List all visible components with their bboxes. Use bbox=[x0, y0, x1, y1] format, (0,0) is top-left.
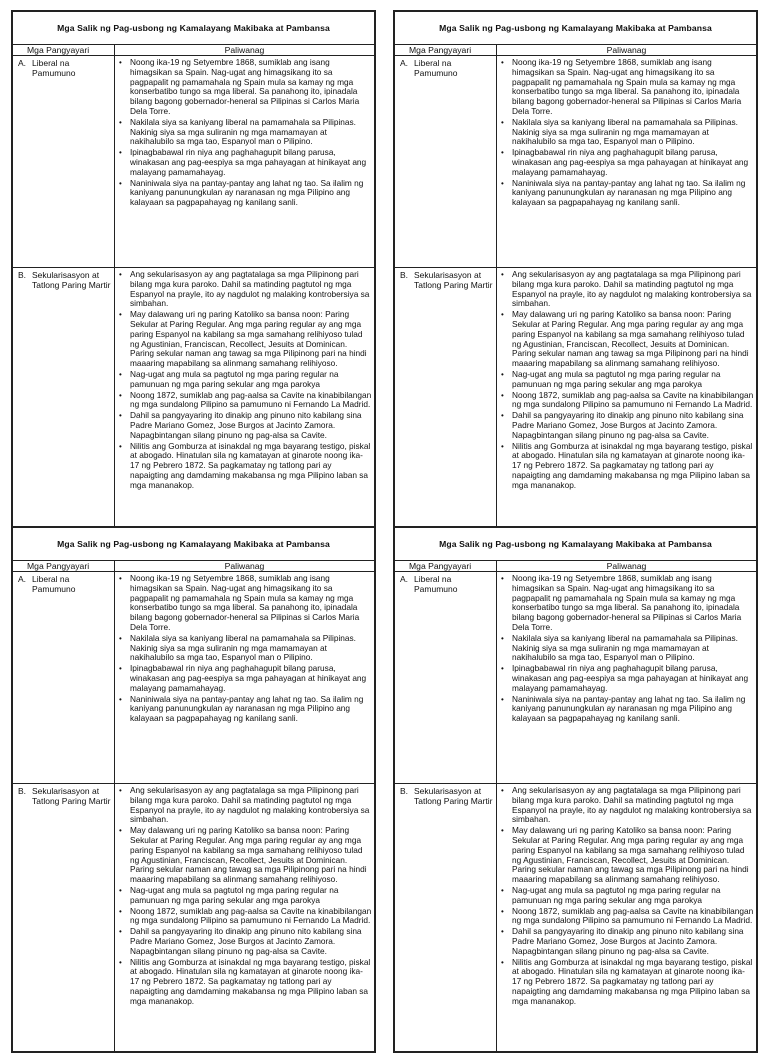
explanation-cell bbox=[497, 56, 757, 268]
bullet-icon: • bbox=[119, 270, 122, 279]
bullet-icon: • bbox=[119, 148, 122, 158]
explanation-bullet bbox=[500, 826, 754, 885]
event-cell bbox=[13, 56, 115, 268]
explanation-bullet bbox=[118, 958, 372, 1007]
bullet-text: May dalawang uri ng paring Katoliko sa bansa noon: Paring Sekular at Paring Regular. Ang mga paring regular ay ang mga paring Espanyol na kabilang sa mga samahang relihiyoso tulad ng Agustinian, Franciscan, Recollect, Jesuits at Dominican. Paring sekular naman ang tawag sa mga Pilipinong pari na hindi maaaring mapabilang sa alinmang samahang relihiyoso. bbox=[512, 825, 749, 885]
explanation-bullet bbox=[118, 411, 372, 440]
explanation-bullet bbox=[118, 574, 372, 633]
bullet-icon: • bbox=[501, 58, 504, 67]
bullet-text: Ipinagbabawal rin niya ang paghahagupit bilang parusa, winakasan ang pag-eespiya sa mga pahayagan at hinikayat ang malayang pamamahayag. bbox=[512, 663, 749, 693]
bullet-icon: • bbox=[501, 885, 504, 895]
document-title: Mga Salik ng Pag-usbong ng Kamalayang Makibaka at Pambansa bbox=[13, 528, 375, 561]
event-row bbox=[395, 56, 757, 268]
explanation-bullet bbox=[500, 574, 754, 633]
explanation-bullet bbox=[500, 907, 754, 927]
bullet-text: Naniniwala siya na pantay-pantay ang lahat ng tao. Sa ilalim ng kaniyang panunungkulan ay naranasan ng mga Pilipino ang kalayaan sa pagpapahayag ng kanilang sanli. bbox=[130, 693, 364, 724]
bullet-text: Noong ika-19 ng Setyembre 1868, sumiklab ang isang himagsikan sa Spain. Nag-ugat ang himagsikang ito sa pagpapalit ng pamamahala ng Spain mula sa kamay ng mga konserbatibo tungo sa mga liberal. Sa panahong ito, ipinadala bilang bagong gobernador-heneral sa Pilipinas si Carlos Maria Dela Torre. bbox=[512, 57, 742, 116]
bullet-text: May dalawang uri ng paring Katoliko sa bansa noon: Paring Sekular at Paring Regular. Ang mga paring regular ay ang mga paring Espanyol na kabilang sa mga samahang relihiyoso tulad ng Agustinian, Franciscan, Recollect, Jesuits at Dominican. Paring sekular naman ang tawag sa mga Pilipinong pari na hindi maaaring mapabilang sa alinmang samahang relihiyoso. bbox=[512, 309, 749, 369]
event-letter: A. bbox=[18, 574, 27, 584]
event-row bbox=[395, 784, 757, 1052]
explanation-list bbox=[118, 574, 372, 724]
bullet-text: Nilitis ang Gomburza at isinakdal ng mga bayarang testigo, piskal at abogado. Hinatulan sila ng kamatayan at ginarote noong ika-17 ng Pebrero 1872. Sa pagkamatay ng tatlong pari ay napaigting ang damdaming makabansa ng mga Pilipino laban sa mga mananakop. bbox=[512, 956, 753, 1006]
explanation-bullet bbox=[118, 310, 372, 369]
bullet-icon: • bbox=[119, 786, 122, 795]
bullet-icon: • bbox=[501, 178, 504, 188]
bullet-text: Noong 1872, sumiklab ang pag-aalsa sa Cavite na kinabibilangan ng mga sundalong Pilipino sa pamumuno ni Fernando La Madrid. bbox=[512, 905, 754, 926]
document-table bbox=[12, 527, 375, 1052]
event-letter: B. bbox=[18, 270, 27, 280]
explanation-bullet bbox=[500, 634, 754, 663]
event-letter: B. bbox=[18, 786, 27, 796]
explanation-bullet bbox=[118, 118, 372, 147]
bullet-icon: • bbox=[501, 369, 504, 379]
event-cell bbox=[13, 572, 115, 784]
explanation-cell bbox=[115, 56, 375, 268]
bullet-text: Nakilala siya sa kaniyang liberal na pamamahala sa Pilipinas. Nakinig siya sa mga suliranin ng mga mamamayan at nakihalubilo sa mga tao, Espanyol man o Pilipino. bbox=[512, 116, 738, 147]
explanation-cell bbox=[497, 572, 757, 784]
bullet-icon: • bbox=[119, 310, 122, 320]
bullet-icon: • bbox=[119, 664, 122, 674]
bullet-icon: • bbox=[119, 826, 122, 836]
bullet-text: Nag-ugat ang mula sa pagtutol ng mga paring regular na pamunuan ng mga paring sekular ang mga parokya bbox=[130, 368, 339, 389]
event-letter: B. bbox=[400, 270, 409, 280]
bullet-icon: • bbox=[119, 411, 122, 421]
bullet-text: Dahil sa pangyayaring ito dinakip ang pinuno nito kabilang sina Padre Mariano Gomez, Jose Burgos at Jacinto Zamora. Napagbintangan silang pinuno ng pag-alsa sa Cavite. bbox=[130, 926, 362, 956]
event-label: Liberal na Pamumuno bbox=[32, 58, 76, 78]
explanation-bullet bbox=[118, 664, 372, 693]
explanation-bullet bbox=[500, 786, 754, 825]
explanation-cell bbox=[115, 268, 375, 536]
bullet-text: Nag-ugat ang mula sa pagtutol ng mga paring regular na pamunuan ng mga paring sekular ang mga parokya bbox=[512, 368, 721, 389]
column-header-events: Mga Pangyayari bbox=[395, 45, 497, 56]
explanation-bullet bbox=[118, 634, 372, 663]
bullet-text: Ipinagbabawal rin niya ang paghahagupit bilang parusa, winakasan ang pag-eespiya sa mga pahayagan at hinikayat ang malayang pamamahayag. bbox=[512, 147, 749, 177]
explanation-bullet bbox=[500, 927, 754, 956]
explanation-bullet bbox=[500, 664, 754, 693]
bullet-text: Ang sekularisasyon ay ang pagtatalaga sa mga Pilipinong pari bilang mga kura paroko. Dahil sa matinding pagtutol ng mga Espanyol na prayle, ito ay nagdulot ng malaking kontrobersiya sa simbahan. bbox=[130, 269, 370, 309]
bullet-text: Ang sekularisasyon ay ang pagtatalaga sa mga Pilipinong pari bilang mga kura paroko. Dahil sa matinding pagtutol ng mga Espanyol na prayle, ito ay nagdulot ng malaking kontrobersiya sa simbahan. bbox=[512, 785, 752, 825]
bullet-icon: • bbox=[119, 390, 122, 400]
bullet-icon: • bbox=[501, 148, 504, 158]
event-label: Sekularisasyon at Tatlong Paring Martir bbox=[414, 786, 493, 806]
bullet-text: Nakilala siya sa kaniyang liberal na pamamahala sa Pilipinas. Nakinig siya sa mga suliranin ng mga mamamayan at nakihalubilo sa mga tao, Espanyol man o Pilipino. bbox=[130, 116, 356, 147]
bullet-text: Naniniwala siya na pantay-pantay ang lahat ng tao. Sa ilalim ng kaniyang panunungkulan ay naranasan ng mga Pilipino ang kalayaan sa pagpapahayag ng kanilang sanli. bbox=[130, 177, 364, 208]
bullet-icon: • bbox=[501, 927, 504, 937]
bullet-icon: • bbox=[501, 441, 504, 451]
event-cell bbox=[13, 268, 115, 536]
bullet-icon: • bbox=[501, 574, 504, 583]
column-header-explanation: Paliwanag bbox=[497, 561, 757, 572]
bullet-icon: • bbox=[119, 957, 122, 967]
document-table bbox=[394, 527, 757, 1052]
event-letter: A. bbox=[400, 574, 409, 584]
explanation-list bbox=[500, 786, 754, 1007]
explanation-bullet bbox=[118, 58, 372, 117]
bullet-icon: • bbox=[501, 694, 504, 704]
bullet-text: Noong 1872, sumiklab ang pag-aalsa sa Cavite na kinabibilangan ng mga sundalong Pilipino sa pamumuno ni Fernando La Madrid. bbox=[130, 389, 372, 410]
explanation-bullet bbox=[118, 927, 372, 956]
explanation-cell bbox=[497, 268, 757, 536]
explanation-cell bbox=[115, 784, 375, 1052]
column-header-events: Mga Pangyayari bbox=[13, 45, 115, 56]
column-header-explanation: Paliwanag bbox=[497, 45, 757, 56]
explanation-bullet bbox=[118, 179, 372, 208]
event-row bbox=[13, 56, 375, 268]
explanation-cell bbox=[497, 784, 757, 1052]
event-cell bbox=[395, 784, 497, 1052]
bullet-icon: • bbox=[119, 441, 122, 451]
bullet-icon: • bbox=[119, 633, 122, 643]
bullet-icon: • bbox=[119, 885, 122, 895]
event-letter: A. bbox=[18, 58, 27, 68]
bullet-icon: • bbox=[119, 178, 122, 188]
explanation-bullet bbox=[500, 886, 754, 906]
bullet-icon: • bbox=[119, 117, 122, 127]
bullet-text: Dahil sa pangyayaring ito dinakip ang pinuno nito kabilang sina Padre Mariano Gomez, Jose Burgos at Jacinto Zamora. Napagbintangan silang pinuno ng pag-alsa sa Cavite. bbox=[512, 926, 744, 956]
explanation-list bbox=[118, 58, 372, 208]
card-top-right bbox=[393, 10, 758, 537]
bullet-text: Nag-ugat ang mula sa pagtutol ng mga paring regular na pamunuan ng mga paring sekular ang mga parokya bbox=[512, 884, 721, 905]
bullet-icon: • bbox=[501, 664, 504, 674]
event-cell bbox=[395, 572, 497, 784]
card-bottom-left bbox=[11, 526, 376, 1053]
explanation-bullet bbox=[500, 695, 754, 724]
document-title: Mga Salik ng Pag-usbong ng Kamalayang Makibaka at Pambansa bbox=[395, 528, 757, 561]
column-header-explanation: Paliwanag bbox=[115, 45, 375, 56]
column-header-events: Mga Pangyayari bbox=[13, 561, 115, 572]
event-label: Sekularisasyon at Tatlong Paring Martir bbox=[32, 270, 111, 290]
column-header-events: Mga Pangyayari bbox=[395, 561, 497, 572]
bullet-text: Noong 1872, sumiklab ang pag-aalsa sa Cavite na kinabibilangan ng mga sundalong Pilipino sa pamumuno ni Fernando La Madrid. bbox=[130, 905, 372, 926]
event-row bbox=[395, 268, 757, 536]
bullet-text: May dalawang uri ng paring Katoliko sa bansa noon: Paring Sekular at Paring Regular. Ang mga paring regular ay ang mga paring Espanyol na kabilang sa mga samahang relihiyoso tulad ng Agustinian, Franciscan, Recollect, Jesuits at Dominican. Paring sekular naman ang tawag sa mga Pilipinong pari na hindi maaaring mapabilang sa alinmang samahang relihiyoso. bbox=[130, 825, 367, 885]
column-header-explanation: Paliwanag bbox=[115, 561, 375, 572]
bullet-icon: • bbox=[119, 906, 122, 916]
explanation-list bbox=[118, 786, 372, 1007]
explanation-bullet bbox=[500, 958, 754, 1007]
bullet-text: Nilitis ang Gomburza at isinakdal ng mga bayarang testigo, piskal at abogado. Hinatulan sila ng kamatayan at ginarote noong ika-17 ng Pebrero 1872. Sa pagkamatay ng tatlong pari ay napaigting ang damdaming makabansa ng mga Pilipino laban sa mga mananakop. bbox=[130, 956, 371, 1006]
bullet-icon: • bbox=[501, 826, 504, 836]
bullet-icon: • bbox=[501, 906, 504, 916]
bullet-text: Dahil sa pangyayaring ito dinakip ang pinuno nito kabilang sina Padre Mariano Gomez, Jose Burgos at Jacinto Zamora. Napagbintangan silang pinuno ng pag-alsa sa Cavite. bbox=[512, 410, 744, 440]
bullet-icon: • bbox=[119, 574, 122, 583]
bullet-icon: • bbox=[119, 927, 122, 937]
bullet-icon: • bbox=[501, 957, 504, 967]
explanation-bullet bbox=[118, 907, 372, 927]
bullet-icon: • bbox=[501, 310, 504, 320]
explanation-bullet bbox=[118, 786, 372, 825]
event-cell bbox=[395, 56, 497, 268]
explanation-list bbox=[500, 270, 754, 491]
explanation-bullet bbox=[118, 826, 372, 885]
explanation-bullet bbox=[500, 442, 754, 491]
bullet-text: Nilitis ang Gomburza at isinakdal ng mga bayarang testigo, piskal at abogado. Hinatulan sila ng kamatayan at ginarote noong ika-17 ng Pebrero 1872. Sa pagkamatay ng tatlong pari ay napaigting ang damdaming makabansa ng mga Pilipino laban sa mga mananakop. bbox=[512, 440, 753, 490]
explanation-bullet bbox=[500, 391, 754, 411]
event-cell bbox=[13, 784, 115, 1052]
bullet-icon: • bbox=[119, 694, 122, 704]
event-cell bbox=[395, 268, 497, 536]
bullet-text: Ang sekularisasyon ay ang pagtatalaga sa mga Pilipinong pari bilang mga kura paroko. Dahil sa matinding pagtutol ng mga Espanyol na prayle, ito ay nagdulot ng malaking kontrobersiya sa simbahan. bbox=[512, 269, 752, 309]
event-row bbox=[13, 268, 375, 536]
bullet-text: Dahil sa pangyayaring ito dinakip ang pinuno nito kabilang sina Padre Mariano Gomez, Jose Burgos at Jacinto Zamora. Napagbintangan silang pinuno ng pag-alsa sa Cavite. bbox=[130, 410, 362, 440]
explanation-bullet bbox=[500, 310, 754, 369]
explanation-list bbox=[500, 574, 754, 724]
bullet-text: Nag-ugat ang mula sa pagtutol ng mga paring regular na pamunuan ng mga paring sekular ang mga parokya bbox=[130, 884, 339, 905]
bullet-text: Naniniwala siya na pantay-pantay ang lahat ng tao. Sa ilalim ng kaniyang panunungkulan ay naranasan ng mga Pilipino ang kalayaan sa pagpapahayag ng kanilang sanli. bbox=[512, 177, 746, 208]
document-title: Mga Salik ng Pag-usbong ng Kamalayang Makibaka at Pambansa bbox=[395, 12, 757, 45]
bullet-text: Ipinagbabawal rin niya ang paghahagupit bilang parusa, winakasan ang pag-eespiya sa mga pahayagan at hinikayat ang malayang pamamahayag. bbox=[130, 147, 367, 177]
document-table bbox=[394, 11, 757, 536]
bullet-text: Noong ika-19 ng Setyembre 1868, sumiklab ang isang himagsikan sa Spain. Nag-ugat ang himagsikang ito sa pagpapalit ng pamamahala ng Spain mula sa kamay ng mga konserbatibo tungo sa mga liberal. Sa panahong ito, ipinadala bilang bagong gobernador-heneral sa Pilipinas si Carlos Maria Dela Torre. bbox=[130, 57, 360, 116]
bullet-icon: • bbox=[119, 58, 122, 67]
event-label: Liberal na Pamumuno bbox=[32, 574, 76, 594]
bullet-icon: • bbox=[501, 411, 504, 421]
explanation-bullet bbox=[118, 695, 372, 724]
explanation-list bbox=[118, 270, 372, 491]
bullet-text: Nakilala siya sa kaniyang liberal na pamamahala sa Pilipinas. Nakinig siya sa mga suliranin ng mga mamamayan at nakihalubilo sa mga tao, Espanyol man o Pilipino. bbox=[130, 632, 356, 663]
explanation-bullet bbox=[118, 370, 372, 390]
event-label: Liberal na Pamumuno bbox=[414, 574, 458, 594]
explanation-cell bbox=[115, 572, 375, 784]
event-letter: B. bbox=[400, 786, 409, 796]
bullet-text: Nakilala siya sa kaniyang liberal na pamamahala sa Pilipinas. Nakinig siya sa mga suliranin ng mga mamamayan at nakihalubilo sa mga tao, Espanyol man o Pilipino. bbox=[512, 632, 738, 663]
event-label: Sekularisasyon at Tatlong Paring Martir bbox=[32, 786, 111, 806]
bullet-icon: • bbox=[501, 270, 504, 279]
bullet-icon: • bbox=[501, 390, 504, 400]
bullet-text: May dalawang uri ng paring Katoliko sa bansa noon: Paring Sekular at Paring Regular. Ang mga paring regular ay ang mga paring Espanyol na kabilang sa mga samahang relihiyoso tulad ng Agustinian, Franciscan, Recollect, Jesuits at Dominican. Paring sekular naman ang tawag sa mga Pilipinong pari na hindi maaaring mapabilang sa alinmang samahang relihiyoso. bbox=[130, 309, 367, 369]
bullet-icon: • bbox=[501, 117, 504, 127]
event-row bbox=[13, 572, 375, 784]
explanation-bullet bbox=[118, 442, 372, 491]
explanation-bullet bbox=[500, 118, 754, 147]
event-label: Liberal na Pamumuno bbox=[414, 58, 458, 78]
card-bottom-right bbox=[393, 526, 758, 1053]
event-row bbox=[13, 784, 375, 1052]
explanation-bullet bbox=[118, 270, 372, 309]
document-title: Mga Salik ng Pag-usbong ng Kamalayang Makibaka at Pambansa bbox=[13, 12, 375, 45]
explanation-bullet bbox=[118, 391, 372, 411]
event-letter: A. bbox=[400, 58, 409, 68]
bullet-text: Noong ika-19 ng Setyembre 1868, sumiklab ang isang himagsikan sa Spain. Nag-ugat ang himagsikang ito sa pagpapalit ng pamamahala ng Spain mula sa kamay ng mga konserbatibo tungo sa mga liberal. Sa panahong ito, ipinadala bilang bagong gobernador-heneral sa Pilipinas si Carlos Maria Dela Torre. bbox=[512, 573, 742, 632]
bullet-text: Noong ika-19 ng Setyembre 1868, sumiklab ang isang himagsikan sa Spain. Nag-ugat ang himagsikang ito sa pagpapalit ng pamamahala ng Spain mula sa kamay ng mga konserbatibo tungo sa mga liberal. Sa panahong ito, ipinadala bilang bagong gobernador-heneral sa Pilipinas si Carlos Maria Dela Torre. bbox=[130, 573, 360, 632]
bullet-text: Ang sekularisasyon ay ang pagtatalaga sa mga Pilipinong pari bilang mga kura paroko. Dahil sa matinding pagtutol ng mga Espanyol na prayle, ito ay nagdulot ng malaking kontrobersiya sa simbahan. bbox=[130, 785, 370, 825]
explanation-bullet bbox=[500, 370, 754, 390]
bullet-icon: • bbox=[501, 633, 504, 643]
bullet-text: Ipinagbabawal rin niya ang paghahagupit bilang parusa, winakasan ang pag-eespiya sa mga pahayagan at hinikayat ang malayang pamamahayag. bbox=[130, 663, 367, 693]
bullet-icon: • bbox=[501, 786, 504, 795]
explanation-bullet bbox=[118, 886, 372, 906]
explanation-bullet bbox=[500, 270, 754, 309]
explanation-bullet bbox=[500, 179, 754, 208]
document-table bbox=[12, 11, 375, 536]
bullet-text: Nilitis ang Gomburza at isinakdal ng mga bayarang testigo, piskal at abogado. Hinatulan sila ng kamatayan at ginarote noong ika-17 ng Pebrero 1872. Sa pagkamatay ng tatlong pari ay napaigting ang damdaming makabansa ng mga Pilipino laban sa mga mananakop. bbox=[130, 440, 371, 490]
event-row bbox=[395, 572, 757, 784]
bullet-text: Naniniwala siya na pantay-pantay ang lahat ng tao. Sa ilalim ng kaniyang panunungkulan ay naranasan ng mga Pilipino ang kalayaan sa pagpapahayag ng kanilang sanli. bbox=[512, 693, 746, 724]
event-label: Sekularisasyon at Tatlong Paring Martir bbox=[414, 270, 493, 290]
explanation-bullet bbox=[500, 148, 754, 177]
card-top-left bbox=[11, 10, 376, 537]
explanation-bullet bbox=[500, 411, 754, 440]
bullet-icon: • bbox=[119, 369, 122, 379]
bullet-text: Noong 1872, sumiklab ang pag-aalsa sa Cavite na kinabibilangan ng mga sundalong Pilipino sa pamumuno ni Fernando La Madrid. bbox=[512, 389, 754, 410]
explanation-list bbox=[500, 58, 754, 208]
explanation-bullet bbox=[500, 58, 754, 117]
explanation-bullet bbox=[118, 148, 372, 177]
